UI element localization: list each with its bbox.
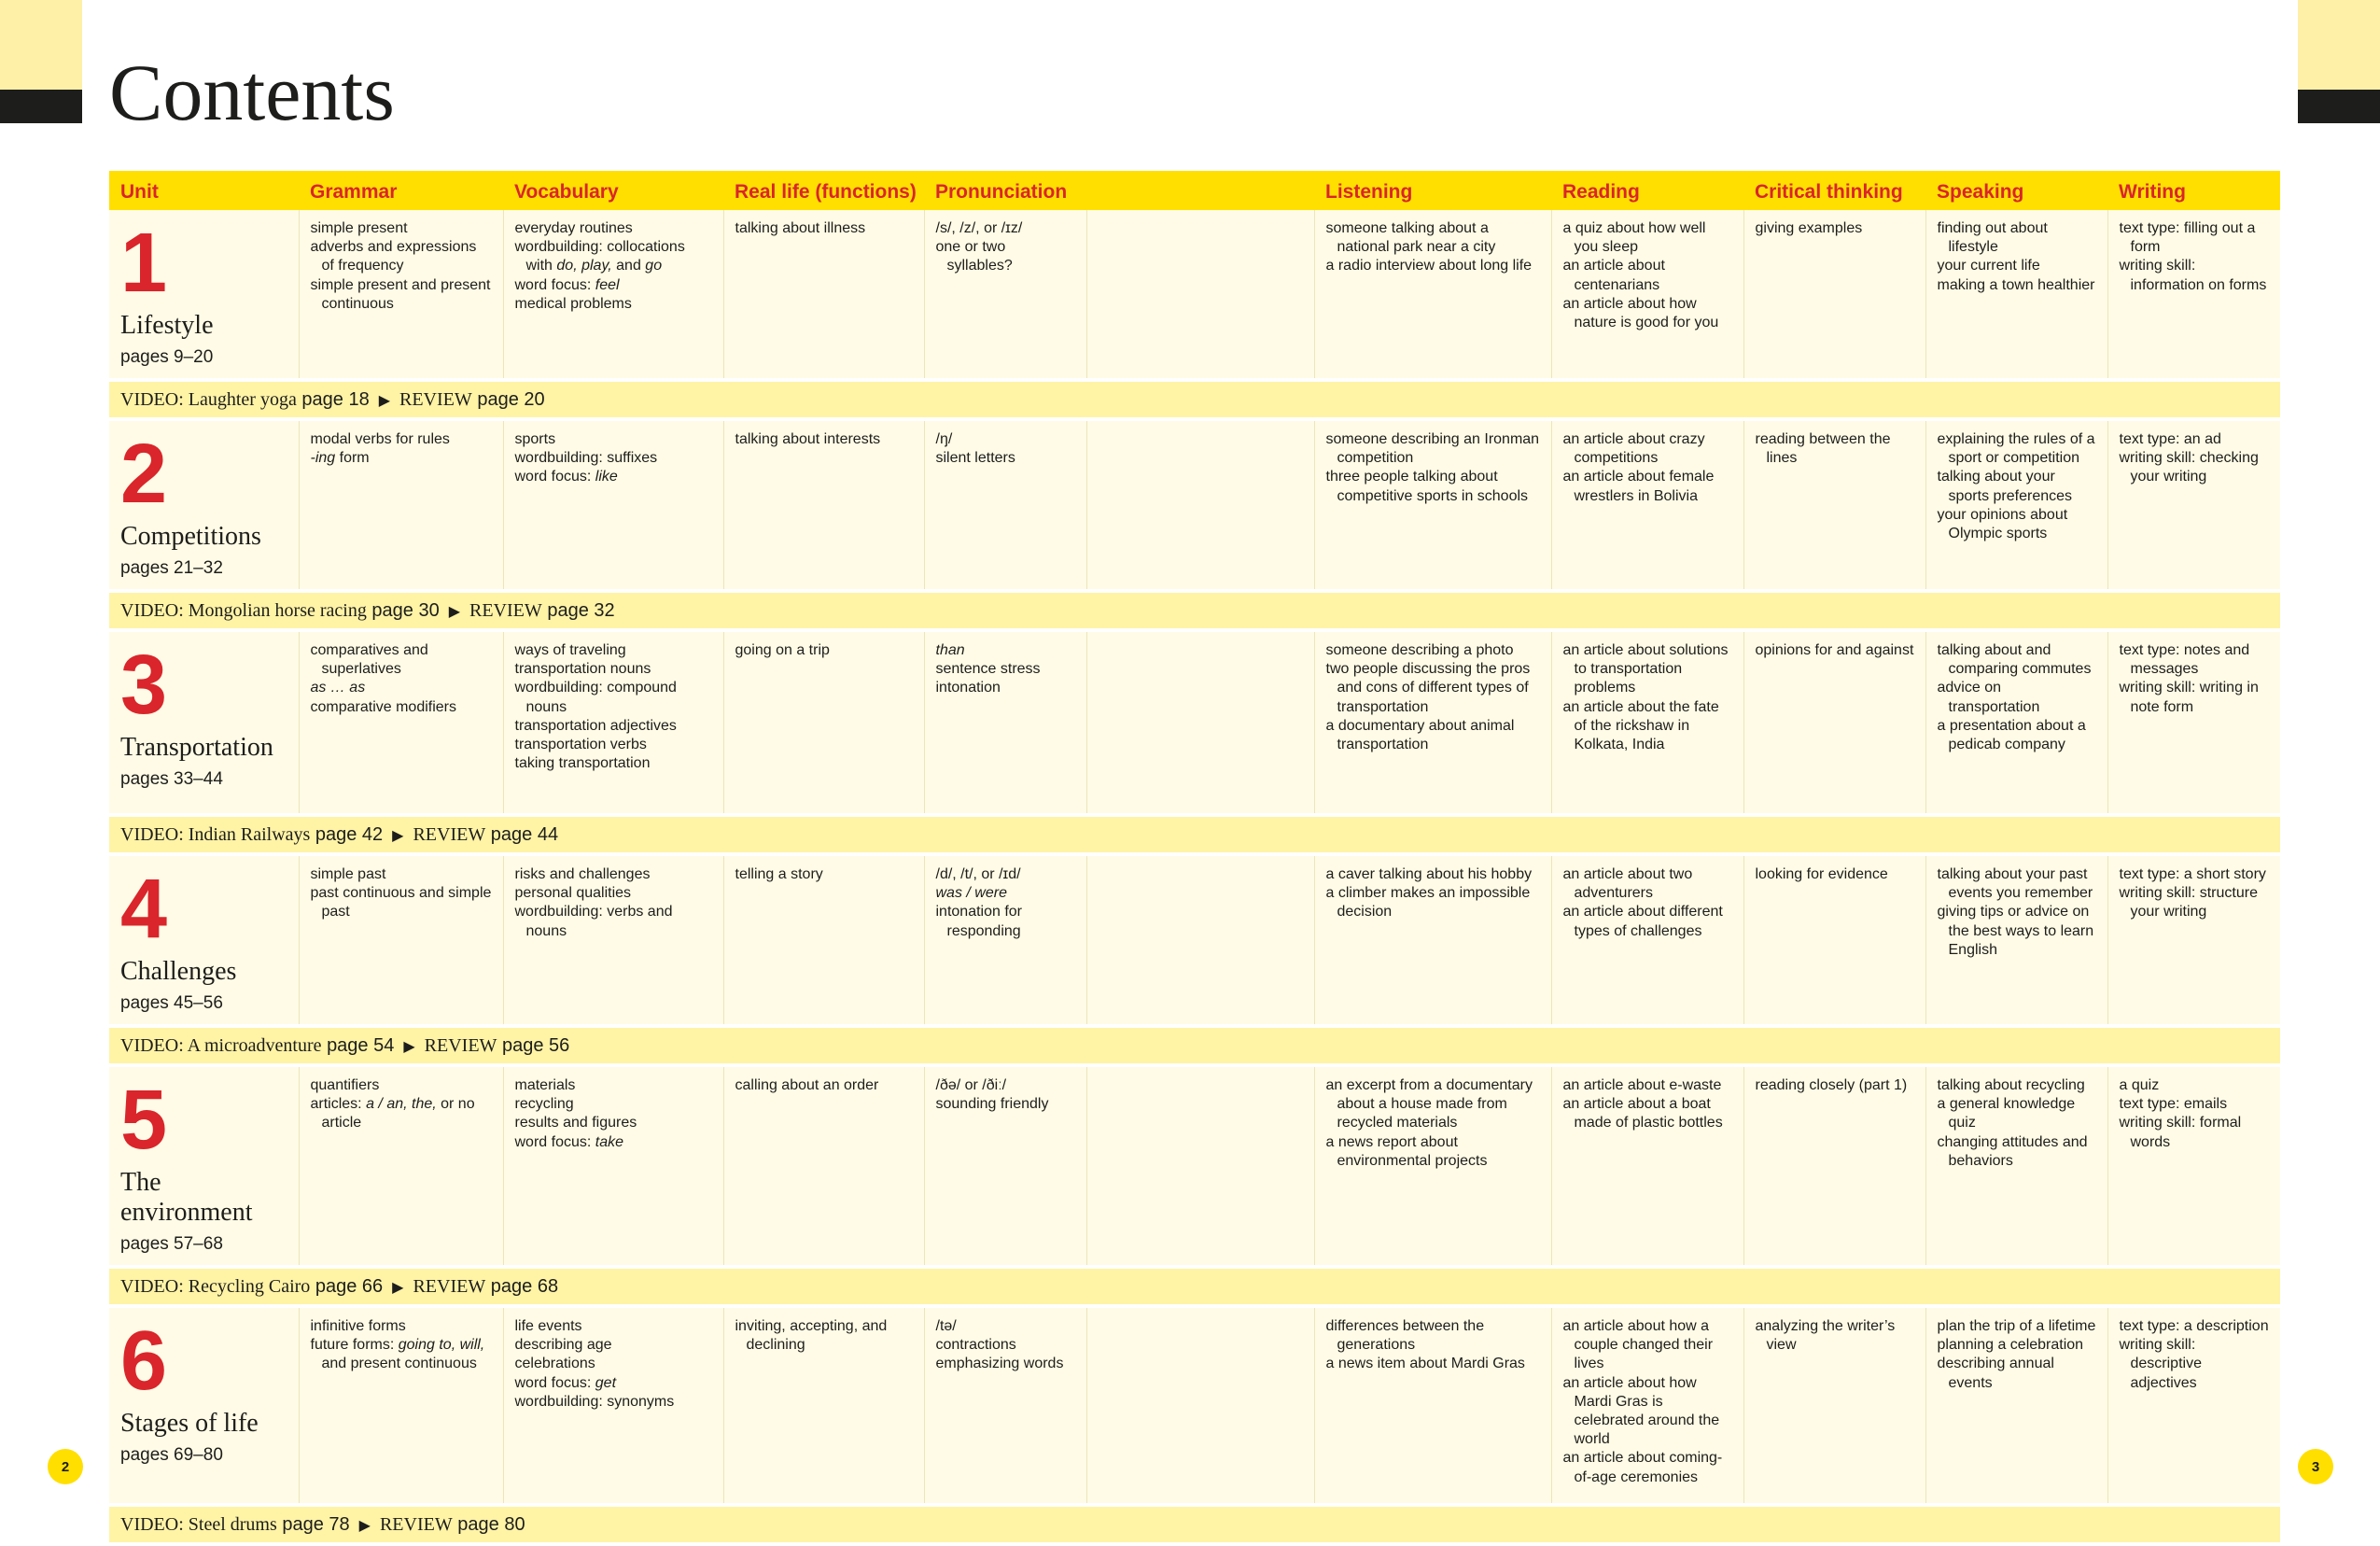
cell-line: giving examples: [1755, 220, 1863, 236]
cell-line: talking about and comparing commutes: [1937, 642, 2092, 678]
unit-name: Lifestyle: [120, 311, 214, 340]
column-header: Critical thinking: [1743, 171, 1925, 210]
review-label: REVIEW: [379, 1513, 453, 1535]
cell-line: someone talking about a national park near a city: [1325, 220, 1496, 256]
content-cell: [1086, 419, 1314, 591]
column-header: Reading: [1551, 171, 1743, 210]
arrow-right-icon: ▶: [392, 1279, 404, 1296]
content-cell: [299, 419, 503, 591]
column-header: Real life (functions): [723, 171, 924, 210]
content-cell: [503, 854, 723, 1026]
cell-line: text type: emails: [2119, 1096, 2228, 1113]
content-cell: [924, 419, 1086, 591]
content-cell: [924, 630, 1086, 815]
video-label: VIDEO: Mongolian horse racing: [120, 599, 367, 621]
cell-line: a news report about environmental projects: [1325, 1133, 1488, 1169]
content-cell: [299, 210, 503, 380]
cell-line: word focus: like: [514, 469, 618, 485]
cell-line: writing skill: information on forms: [2119, 258, 2267, 293]
cell-line: adverbs and expressions of frequency: [310, 239, 477, 274]
cell-line: intonation for responding: [935, 904, 1023, 939]
cell-line: quantifiers: [310, 1077, 380, 1093]
unit-cell: [109, 854, 299, 1026]
unit-name: Stages of life: [120, 1409, 259, 1438]
content-cell: [924, 1065, 1086, 1267]
cell-line: three people talking about competitive sports in schools: [1325, 469, 1529, 504]
video-label: VIDEO: Indian Railways: [120, 823, 311, 845]
video-review-row: [109, 380, 2280, 419]
content-cell: [723, 854, 924, 1026]
unit-cell: [109, 419, 299, 591]
cell-line: writing skill: structure your writing: [2119, 885, 2258, 921]
unit-name: Competitions: [120, 522, 261, 551]
cell-line: explaining the rules of a sport or competition: [1937, 431, 2095, 467]
unit-pages: pages 45–56: [120, 993, 223, 1013]
cell-line: your current life: [1937, 258, 2040, 274]
cell-line: reading closely (part 1): [1755, 1077, 1908, 1093]
column-header: [1086, 171, 1314, 210]
cell-line: writing skill: checking your writing: [2119, 450, 2259, 485]
unit-row: [109, 1306, 2280, 1505]
content-cell: [1314, 854, 1551, 1026]
cell-line: a presentation about a pedicab company: [1937, 717, 2086, 753]
review-label: REVIEW: [413, 823, 486, 845]
cell-line: simple past: [310, 866, 386, 882]
content-cell: [1314, 419, 1551, 591]
cell-line: someone describing an Ironman competition: [1325, 431, 1540, 467]
content-cell: [503, 630, 723, 815]
cell-line: transportation verbs: [514, 737, 647, 753]
review-page: page 68: [490, 1275, 559, 1297]
review-page: page 20: [477, 388, 545, 410]
content-cell: [1086, 1065, 1314, 1267]
content-cell: [924, 210, 1086, 380]
cell-line: text type: a description: [2119, 1318, 2269, 1334]
arrow-right-icon: ▶: [358, 1517, 371, 1534]
page-number-left: 2: [48, 1449, 83, 1484]
cell-line: plan the trip of a lifetime: [1937, 1318, 2096, 1334]
cell-line: ways of traveling: [514, 642, 626, 658]
content-cell: [1743, 1065, 1925, 1267]
cell-line: /ŋ/: [935, 431, 953, 447]
content-cell: [2107, 210, 2280, 380]
content-cell: [2107, 1306, 2280, 1505]
cell-line: going on a trip: [735, 642, 830, 658]
video-review-cell: [109, 380, 2280, 419]
video-review-cell: [109, 1505, 2280, 1544]
review-label: REVIEW: [424, 1034, 497, 1056]
column-header: Unit: [109, 171, 299, 210]
unit-name: Transportation: [120, 733, 273, 762]
cell-line: talking about your sports preferences: [1937, 469, 2073, 504]
cell-line: word focus: get: [514, 1374, 617, 1391]
cell-line: modal verbs for rules: [310, 431, 450, 447]
content-cell: [723, 630, 924, 815]
content-cell: [1743, 630, 1925, 815]
content-cell: [1925, 630, 2107, 815]
video-review-row: [109, 1267, 2280, 1306]
content-cell: [1314, 630, 1551, 815]
cell-line: one or two syllables?: [935, 239, 1013, 274]
unit-cell: [109, 1065, 299, 1267]
content-cell: [1551, 419, 1743, 591]
content-cell: [723, 419, 924, 591]
cell-line: recycling: [514, 1096, 574, 1113]
content-cell: [1925, 1306, 2107, 1505]
cell-line: /ðə/ or /ðiː/: [935, 1077, 1007, 1093]
cell-line: an article about solutions to transportation problems: [1562, 642, 1729, 696]
cell-line: everyday routines: [514, 220, 633, 236]
cell-line: text type: notes and messages: [2119, 642, 2250, 678]
unit-pages: pages 21–32: [120, 558, 223, 578]
content-cell: [723, 210, 924, 380]
content-cell: [1925, 854, 2107, 1026]
cell-line: intonation: [935, 680, 1001, 696]
unit-cell: [109, 1306, 299, 1505]
cell-line: wordbuilding: collocations with do, play, and go: [514, 239, 685, 274]
review-label: REVIEW: [469, 599, 542, 621]
content-cell: [2107, 854, 2280, 1026]
arrow-right-icon: ▶: [448, 603, 460, 620]
cell-line: an article about how nature is good for you: [1562, 295, 1719, 331]
cell-line: /d/, /t/, or /ɪd/: [935, 866, 1021, 882]
cell-line: comparative modifiers: [310, 698, 456, 715]
cell-line: a general knowledge quiz: [1937, 1096, 2076, 1131]
cell-line: a documentary about animal transportation: [1325, 717, 1515, 753]
cell-line: talking about illness: [735, 220, 866, 236]
content-cell: [1551, 1306, 1743, 1505]
video-page: page 78: [282, 1513, 350, 1535]
content-cell: [299, 630, 503, 815]
content-cell: [503, 210, 723, 380]
content-cell: [2107, 630, 2280, 815]
cell-line: your opinions about Olympic sports: [1937, 506, 2068, 542]
cell-line: a news item about Mardi Gras: [1325, 1356, 1525, 1372]
content-cell: [723, 1065, 924, 1267]
cell-line: an article about female wrestlers in Bolivia: [1562, 469, 1715, 504]
video-review-cell: [109, 1267, 2280, 1306]
cell-line: an article about e-waste: [1562, 1077, 1722, 1093]
content-cell: [1314, 1306, 1551, 1505]
content-cell: [1551, 1065, 1743, 1267]
cell-line: advice on transportation: [1937, 680, 2040, 715]
content-cell: [1086, 1306, 1314, 1505]
content-cell: [299, 1306, 503, 1505]
cell-line: results and figures: [514, 1115, 637, 1131]
cell-line: opinions for and against: [1755, 642, 1914, 658]
cell-line: sentence stress: [935, 661, 1041, 678]
content-cell: [503, 1065, 723, 1267]
arrow-right-icon: ▶: [403, 1038, 415, 1055]
cell-line: a climber makes an impossible decision: [1325, 885, 1531, 921]
cell-line: changing attitudes and behaviors: [1937, 1133, 2088, 1169]
content-cell: [1743, 419, 1925, 591]
content-cell: [723, 1306, 924, 1505]
video-review-cell: [109, 1026, 2280, 1065]
cell-line: than: [935, 642, 965, 658]
content-cell: [1551, 630, 1743, 815]
video-review-row: [109, 1505, 2280, 1544]
cell-line: making a town healthier: [1937, 276, 2095, 293]
content-cell: [1925, 210, 2107, 380]
cell-line: personal qualities: [514, 885, 632, 902]
content-cell: [924, 1306, 1086, 1505]
unit-name: The environment: [120, 1168, 253, 1227]
content-cell: [1551, 854, 1743, 1026]
cell-line: an article about how a couple changed their lives: [1562, 1318, 1714, 1372]
cell-line: wordbuilding: suffixes: [514, 450, 658, 467]
content-cell: [503, 419, 723, 591]
arrow-right-icon: ▶: [378, 392, 390, 409]
cell-line: word focus: take: [514, 1133, 624, 1150]
review-page: page 80: [457, 1513, 525, 1535]
cell-line: an excerpt from a documentary about a house made from recycled materials: [1325, 1077, 1533, 1131]
cell-line: a quiz about how well you sleep: [1562, 220, 1706, 256]
unit-row: [109, 630, 2280, 815]
unit-number: 6: [120, 1314, 168, 1408]
unit-number: 1: [120, 217, 168, 310]
unit-cell: [109, 210, 299, 380]
cell-line: describing age: [514, 1337, 612, 1354]
unit-row: [109, 1065, 2280, 1267]
cell-line: infinitive forms: [310, 1318, 406, 1334]
cell-line: describing annual events: [1937, 1356, 2054, 1391]
cell-line: future forms: going to, will, and present continuous: [310, 1337, 485, 1372]
video-review-row: [109, 1026, 2280, 1065]
cell-line: writing skill: writing in note form: [2119, 680, 2259, 715]
video-page: page 66: [315, 1275, 384, 1297]
cell-line: wordbuilding: synonyms: [514, 1393, 675, 1410]
cell-line: calling about an order: [735, 1077, 879, 1093]
cell-line: word focus: feel: [514, 276, 620, 293]
cell-line: planning a celebration: [1937, 1337, 2084, 1354]
cell-line: analyzing the writer’s view: [1755, 1318, 1896, 1354]
column-header: Writing: [2107, 171, 2280, 210]
unit-number: 4: [120, 863, 168, 956]
video-review-row: [109, 591, 2280, 630]
unit-pages: pages 33–44: [120, 769, 223, 789]
video-label: VIDEO: A microadventure: [120, 1034, 322, 1056]
unit-pages: pages 57–68: [120, 1234, 223, 1254]
content-cell: [1314, 1065, 1551, 1267]
cell-line: an article about coming-of-age ceremonies: [1562, 1450, 1723, 1485]
cell-line: reading between the lines: [1755, 431, 1891, 467]
content-cell: [924, 854, 1086, 1026]
cell-line: /tə/: [935, 1318, 957, 1334]
video-page: page 30: [371, 599, 440, 621]
contents-table: [109, 171, 2280, 1546]
unit-row: [109, 854, 2280, 1026]
cell-line: /s/, /z/, or /ɪz/: [935, 220, 1023, 236]
cell-line: writing skill: formal words: [2119, 1115, 2242, 1150]
corner-tab-right: [2298, 0, 2380, 123]
cell-line: telling a story: [735, 866, 823, 882]
review-page: page 56: [502, 1034, 570, 1056]
cell-line: was / were: [935, 885, 1007, 902]
content-cell: [1925, 1065, 2107, 1267]
unit-cell: [109, 630, 299, 815]
cell-line: text type: a short story: [2119, 866, 2266, 882]
cell-line: giving tips or advice on the best ways to learn English: [1937, 904, 2094, 958]
unit-name: Challenges: [120, 957, 237, 986]
cell-line: a quiz: [2119, 1077, 2160, 1093]
cell-line: talking about interests: [735, 431, 881, 447]
cell-line: text type: filling out a form: [2119, 220, 2256, 256]
cell-line: talking about your past events you remember: [1937, 866, 2093, 902]
content-cell: [1743, 854, 1925, 1026]
content-cell: [1314, 210, 1551, 380]
video-review-cell: [109, 815, 2280, 854]
column-header: Grammar: [299, 171, 503, 210]
video-label: VIDEO: Recycling Cairo: [120, 1275, 311, 1297]
cell-line: an article about a boat made of plastic bottles: [1562, 1096, 1723, 1131]
content-cell: [1551, 210, 1743, 380]
page-title: Contents: [109, 48, 395, 137]
cell-line: transportation nouns: [514, 661, 651, 678]
cell-line: past continuous and simple past: [310, 885, 492, 921]
content-cell: [2107, 419, 2280, 591]
content-cell: [299, 1065, 503, 1267]
review-label: REVIEW: [413, 1275, 486, 1297]
column-header: Listening: [1314, 171, 1551, 210]
cell-line: an article about how Mardi Gras is celebrated around the world: [1562, 1374, 1720, 1448]
content-cell: [1743, 210, 1925, 380]
cell-line: finding out about lifestyle: [1937, 220, 2048, 256]
review-page: page 32: [547, 599, 615, 621]
cell-line: as … as: [310, 680, 366, 696]
unit-number: 5: [120, 1074, 168, 1167]
video-review-row: [109, 815, 2280, 854]
column-header: Vocabulary: [503, 171, 723, 210]
arrow-right-icon: ▶: [392, 827, 404, 844]
unit-pages: pages 9–20: [120, 347, 214, 367]
review-page: page 44: [490, 823, 559, 845]
cell-line: materials: [514, 1077, 576, 1093]
content-cell: [1086, 854, 1314, 1026]
video-review-cell: [109, 591, 2280, 630]
cell-line: a radio interview about long life: [1325, 258, 1533, 274]
cell-line: an article about crazy competitions: [1562, 431, 1705, 467]
cell-line: risks and challenges: [514, 866, 651, 882]
video-label: VIDEO: Steel drums: [120, 1513, 277, 1535]
cell-line: writing skill: descriptive adjectives: [2119, 1337, 2202, 1391]
cell-line: an article about two adventurers: [1562, 866, 1693, 902]
page-number-right: 3: [2298, 1449, 2333, 1484]
cell-line: simple present: [310, 220, 408, 236]
cell-line: an article about centenarians: [1562, 258, 1665, 293]
cell-line: inviting, accepting, and declining: [735, 1318, 888, 1354]
cell-line: medical problems: [514, 295, 632, 312]
column-header: Speaking: [1925, 171, 2107, 210]
video-label: VIDEO: Laughter yoga: [120, 388, 297, 410]
unit-number: 3: [120, 639, 168, 732]
cell-line: an article about the fate of the rickshaw in Kolkata, India: [1562, 698, 1719, 753]
content-cell: [299, 854, 503, 1026]
cell-line: wordbuilding: verbs and nouns: [514, 904, 673, 939]
cell-line: taking transportation: [514, 755, 651, 772]
cell-line: differences between the generations: [1325, 1318, 1485, 1354]
header-row: [109, 171, 2280, 210]
cell-line: transportation adjectives: [514, 717, 677, 734]
content-cell: [1743, 1306, 1925, 1505]
cell-line: silent letters: [935, 450, 1015, 467]
video-page: page 54: [327, 1034, 395, 1056]
cell-line: comparatives and superlatives: [310, 642, 428, 678]
review-label: REVIEW: [399, 388, 472, 410]
cell-line: sports: [514, 431, 556, 447]
cell-line: sounding friendly: [935, 1096, 1049, 1113]
cell-line: two people discussing the pros and cons of different types of transportation: [1325, 661, 1531, 715]
cell-line: wordbuilding: compound nouns: [514, 680, 677, 715]
cell-line: someone describing a photo: [1325, 642, 1514, 658]
content-cell: [1925, 419, 2107, 591]
content-cell: [1086, 630, 1314, 815]
cell-line: simple present and present continuous: [310, 276, 491, 312]
column-header: Pronunciation: [924, 171, 1086, 210]
video-page: page 18: [301, 388, 370, 410]
cell-line: a caver talking about his hobby: [1325, 866, 1533, 882]
unit-pages: pages 69–80: [120, 1445, 223, 1465]
cell-line: -ing form: [310, 450, 370, 467]
content-cell: [2107, 1065, 2280, 1267]
cell-line: contractions: [935, 1337, 1016, 1354]
cell-line: text type: an ad: [2119, 431, 2221, 447]
cell-line: an article about different types of challenges: [1562, 904, 1723, 939]
unit-number: 2: [120, 428, 168, 521]
cell-line: looking for evidence: [1755, 866, 1888, 882]
cell-line: articles: a / an, the, or no article: [310, 1096, 475, 1131]
corner-tab-left: [0, 0, 82, 123]
unit-row: [109, 210, 2280, 380]
cell-line: emphasizing words: [935, 1356, 1064, 1372]
content-cell: [1086, 210, 1314, 380]
unit-row: [109, 419, 2280, 591]
cell-line: talking about recycling: [1937, 1077, 2085, 1093]
content-cell: [503, 1306, 723, 1505]
cell-line: celebrations: [514, 1356, 595, 1372]
video-page: page 42: [315, 823, 384, 845]
cell-line: life events: [514, 1318, 582, 1334]
